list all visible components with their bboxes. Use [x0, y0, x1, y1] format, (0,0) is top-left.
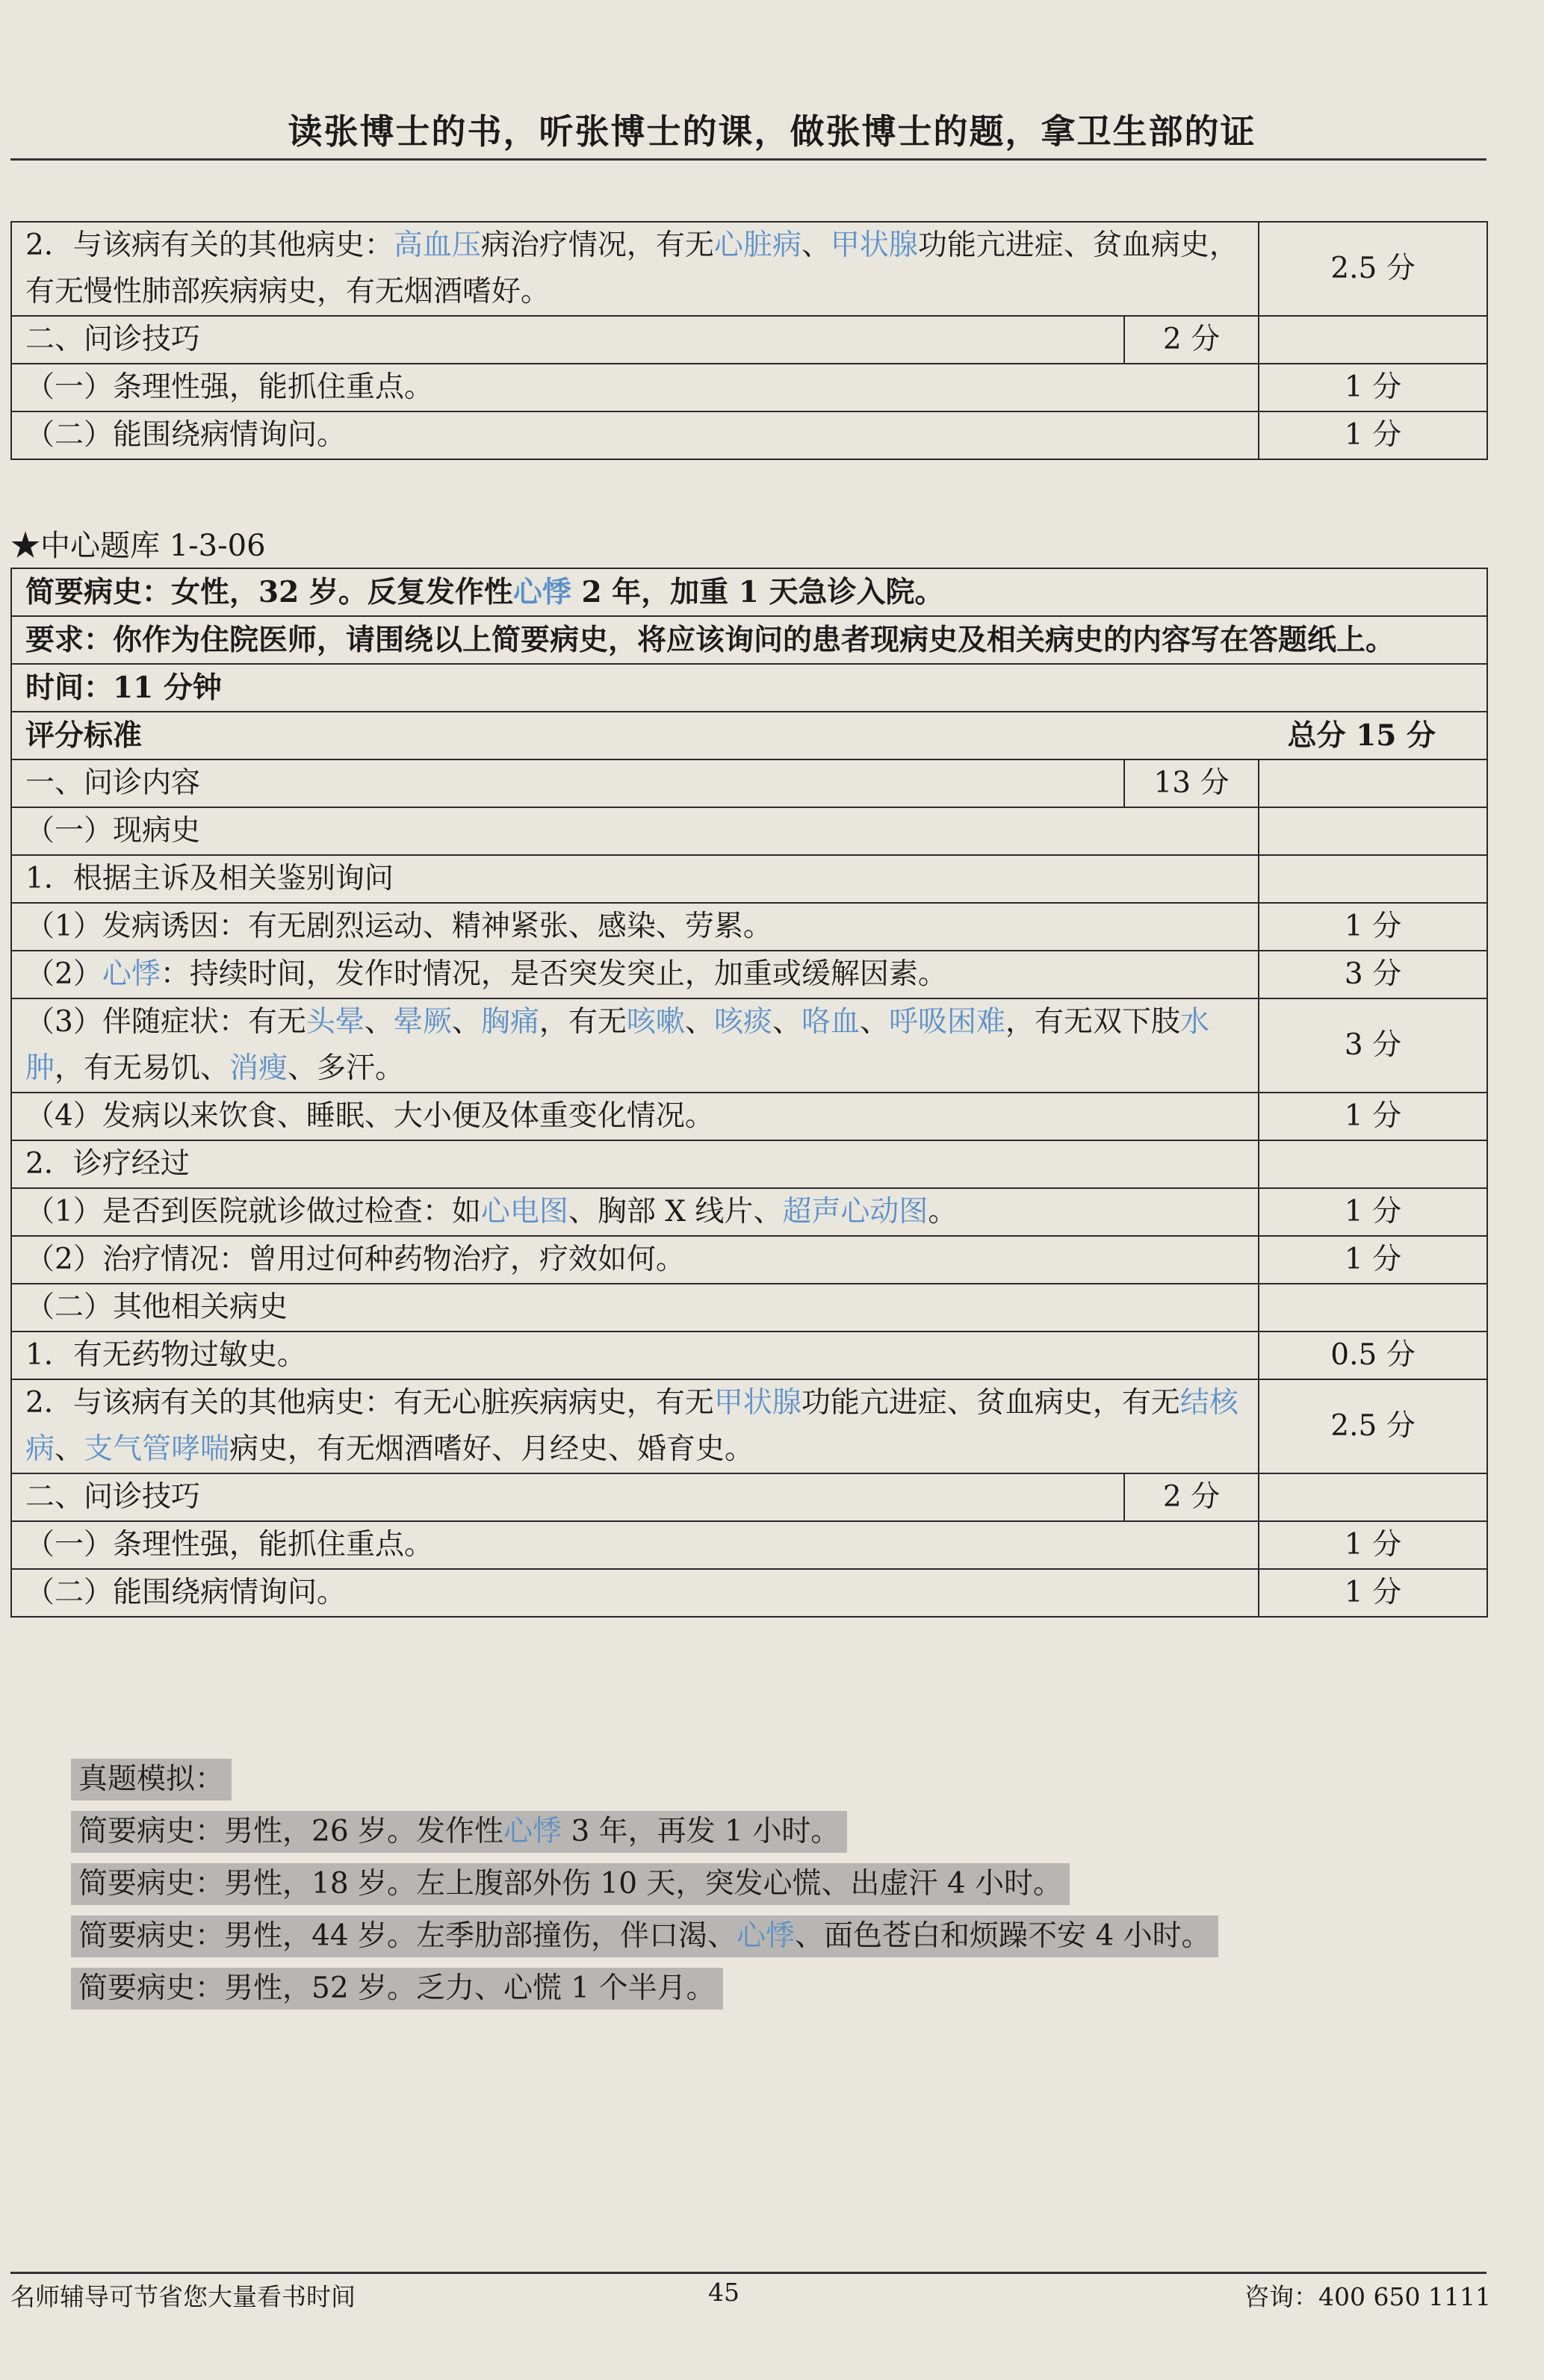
requirement: 要求：你作为住院医师，请围绕以上简要病史，将应该询问的患者现病史及相关病史的内容写在答题纸上。 [11, 616, 1487, 664]
text-segment: 、 [55, 1432, 84, 1466]
table-row [11, 712, 1487, 759]
table-row [11, 855, 1487, 903]
text-segment: （1）是否到医院就诊做过检查：如 [25, 1195, 481, 1228]
table-row [11, 1521, 1487, 1569]
text-segment: 2 年，加重 1 天急诊入院。 [571, 575, 944, 609]
score-table [10, 568, 1488, 1618]
table-cell-text: 一、问诊内容 [11, 759, 1124, 807]
table-row [11, 1332, 1487, 1379]
medical-term: 心脏病 [713, 229, 802, 262]
table-cell-points: 1 分 [1259, 411, 1487, 459]
table-cell-empty [1259, 807, 1487, 855]
text-segment: 功能亢进症、贫血病史，有无慢性肺部疾病病史，有无烟酒嗜好。 [25, 229, 1238, 308]
medical-term: 消瘦 [229, 1051, 288, 1085]
table-row [11, 1236, 1487, 1284]
table-cell-empty [1259, 1473, 1487, 1521]
table-cell-points: 3 分 [1259, 998, 1487, 1093]
table-cell-text [11, 1379, 1259, 1473]
text-segment: 、多汗。 [288, 1051, 405, 1085]
page-number: 45 [708, 2278, 740, 2307]
table-cell-points: 2 分 [1124, 316, 1259, 364]
text-segment: （3）伴随症状：有无 [25, 1005, 306, 1039]
table-cell-text [11, 998, 1259, 1093]
table-cell-points: 2.5 分 [1259, 222, 1487, 316]
medical-term: 支气管哮喘 [84, 1432, 230, 1466]
table-cell-text: （1）发病诱因：有无剧烈运动、精神紧张、感染、劳累。 [11, 903, 1259, 951]
text-segment: （2） [25, 957, 102, 991]
text-segment: 简要病史：男性，18 岁。左上腹部外伤 10 天，突发心慌、出虚汗 4 小时。 [78, 1867, 1063, 1901]
table-cell-points: 1 分 [1259, 1521, 1487, 1569]
medical-term: 晕厥 [393, 1005, 452, 1039]
text-segment: 、面色苍白和烦躁不安 4 小时。 [795, 1919, 1211, 1953]
table-cell-empty [1259, 316, 1487, 364]
table-cell-text: （二）其他相关病史 [11, 1284, 1259, 1332]
table-cell-text: 1．有无药物过敏史。 [11, 1332, 1259, 1379]
medical-term: 结核病 [25, 1386, 1238, 1466]
table-row [11, 568, 1487, 616]
time-limit: 时间：11 分钟 [11, 664, 1487, 712]
table-cell-points: 3 分 [1259, 951, 1487, 998]
medical-term: 高血压 [393, 229, 481, 262]
text-segment: 、 [801, 229, 831, 262]
mock-item [71, 1968, 723, 2010]
header-rule [10, 158, 1486, 161]
text-segment: 病治疗情况，有无 [480, 229, 714, 262]
table-cell-text: （2）治疗情况：曾用过何种药物治疗，疗效如何。 [11, 1236, 1259, 1284]
table-cell-text: 2．诊疗经过 [11, 1140, 1259, 1188]
mock-item [71, 1916, 1218, 1957]
medical-term: 超声心动图 [782, 1195, 928, 1228]
table-cell-text: （一）条理性强，能抓住重点。 [11, 1521, 1259, 1569]
text-segment: 简要病史：女性，32 岁。反复发作性 [25, 575, 513, 609]
table-cell-points: 1 分 [1259, 903, 1487, 951]
medical-term: 头晕 [306, 1005, 365, 1039]
table-row [11, 1284, 1487, 1332]
table-cell-points: 0.5 分 [1259, 1332, 1487, 1379]
text-segment: 3 年，再发 1 小时。 [562, 1815, 840, 1848]
text-segment: ，有无 [539, 1005, 627, 1039]
table-row [11, 222, 1487, 316]
medical-term: 咳痰 [713, 1005, 772, 1039]
table-cell-text [11, 1188, 1259, 1236]
text-segment: ，有无易饥、 [55, 1051, 230, 1085]
table-cell-points: 1 分 [1259, 1236, 1487, 1284]
medical-term: 心悸 [512, 575, 571, 609]
table-row [11, 364, 1487, 411]
table-cell-empty [1259, 855, 1487, 903]
text-segment: 、 [451, 1005, 481, 1039]
table-cell-text: 二、问诊技巧 [11, 316, 1124, 364]
mock-title: 真题模拟： [71, 1759, 232, 1800]
table-cell-points: 1 分 [1259, 1188, 1487, 1236]
medical-term: 水肿 [25, 1005, 1210, 1085]
medical-term: 甲状腺 [830, 229, 918, 262]
text-segment: 、 [684, 1005, 714, 1039]
table-cell-text: （一）条理性强，能抓住重点。 [11, 364, 1259, 411]
medical-term: 心悸 [503, 1815, 562, 1848]
table-row [11, 1569, 1487, 1617]
scoring-standard-row [11, 712, 1487, 759]
text-segment: ，有无双下肢 [1005, 1005, 1181, 1039]
table-cell-empty [1259, 759, 1487, 807]
medical-term: 甲状腺 [713, 1386, 802, 1420]
text-segment: 病史，有无烟酒嗜好、月经史、婚育史。 [229, 1432, 754, 1466]
table-cell-text: 二、问诊技巧 [11, 1473, 1124, 1521]
table-row [11, 664, 1487, 712]
text-segment: 。 [928, 1195, 958, 1228]
text-segment: 、 [364, 1005, 394, 1039]
table-row [11, 1188, 1487, 1236]
page-header: 读张博士的书，听张博士的课，做张博士的题，拿卫生部的证 [288, 111, 1256, 152]
table-cell-text: （二）能围绕病情询问。 [11, 1569, 1259, 1617]
table-row [11, 998, 1487, 1093]
text-segment: 、 [860, 1005, 890, 1039]
table-row [11, 1140, 1487, 1188]
medical-term: 呼吸困难 [889, 1005, 1006, 1039]
question-bank-title: ★中心题库 1-3-06 [10, 529, 266, 563]
table-cell-points: 1 分 [1259, 364, 1487, 411]
score-table-continued [10, 221, 1488, 460]
mock-item [71, 1811, 847, 1853]
table-cell-empty [1259, 1284, 1487, 1332]
table-cell-empty [1259, 1140, 1487, 1188]
text-segment: 功能亢进症、贫血病史，有无 [801, 1386, 1180, 1420]
mock-item [71, 1863, 1070, 1905]
scoring-standard-label: 评分标准 [25, 718, 143, 753]
medical-term: 心悸 [737, 1919, 796, 1953]
table-cell-text: （一）现病史 [11, 807, 1259, 855]
table-cell-points: 2.5 分 [1259, 1379, 1487, 1473]
table-row [11, 903, 1487, 951]
table-cell-text [11, 222, 1259, 316]
table-cell-points: 1 分 [1259, 1569, 1487, 1617]
table-row [11, 1379, 1487, 1473]
table-row [11, 616, 1487, 664]
text-segment: 简要病史：男性，44 岁。左季肋部撞伤，伴口渴、 [78, 1919, 737, 1953]
table-cell-text: 1．根据主诉及相关鉴别询问 [11, 855, 1259, 903]
text-segment: 简要病史：男性，26 岁。发作性 [78, 1815, 504, 1848]
footer-contact: 咨询：400 650 1111 [1244, 2282, 1491, 2311]
mock-questions [71, 1759, 1218, 2020]
table-cell-points: 1 分 [1259, 1093, 1487, 1140]
table-row [11, 1093, 1487, 1140]
table-row [11, 316, 1487, 364]
medical-term: 咳嗽 [626, 1005, 685, 1039]
table-cell-points: 2 分 [1124, 1473, 1259, 1521]
text-segment: ：持续时间，发作时情况，是否突发突止，加重或缓解因素。 [160, 957, 947, 991]
table-row [11, 759, 1487, 807]
text-segment: 、胸部 X 线片、 [568, 1195, 783, 1228]
text-segment: 、 [772, 1005, 802, 1039]
table-cell-points: 13 分 [1124, 759, 1259, 807]
table-row [11, 951, 1487, 998]
table-cell-text: （二）能围绕病情询问。 [11, 411, 1259, 459]
brief-history [11, 568, 1487, 616]
medical-term: 心悸 [102, 957, 161, 991]
medical-term: 胸痛 [480, 1005, 539, 1039]
table-row [11, 411, 1487, 459]
footer-slogan: 名师辅导可节省您大量看书时间 [10, 2282, 356, 2311]
table-cell-text: （4）发病以来饮食、睡眠、大小便及体重变化情况。 [11, 1093, 1259, 1140]
text-segment: 2．与该病有关的其他病史：有无心脏疾病病史，有无 [25, 1386, 714, 1420]
table-row [11, 1473, 1487, 1521]
medical-term: 心电图 [480, 1195, 568, 1228]
table-row [11, 807, 1487, 855]
table-cell-text [11, 951, 1259, 998]
text-segment: 简要病史：男性，52 岁。乏力、心慌 1 个半月。 [78, 1972, 716, 2005]
footer-rule [10, 2272, 1486, 2274]
medical-term: 咯血 [801, 1005, 860, 1039]
total-score: 总分 15 分 [1287, 718, 1436, 753]
text-segment: 2．与该病有关的其他病史： [25, 229, 394, 262]
